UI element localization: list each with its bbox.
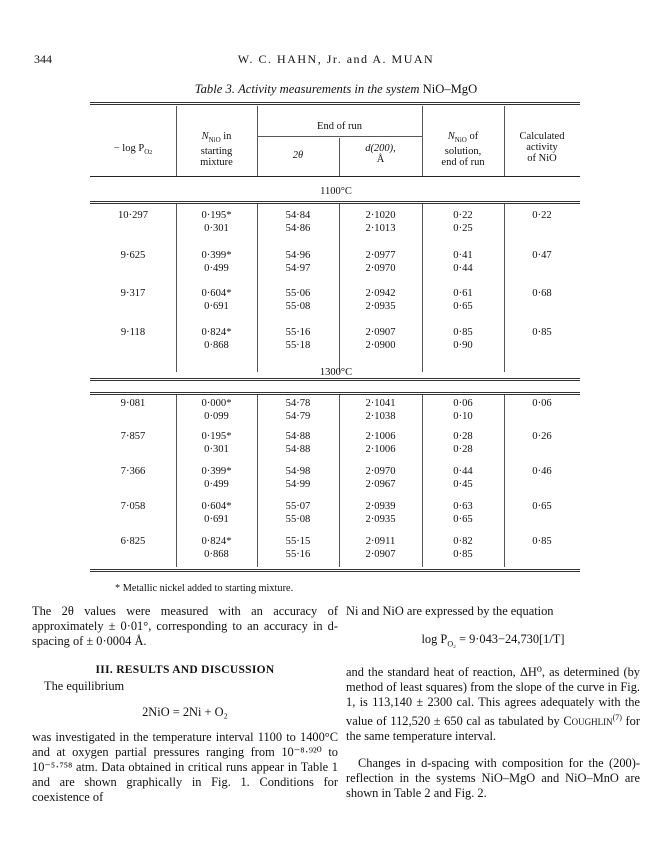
cell-n-start: 0·399* 0·499: [201, 250, 232, 274]
cell-logp: 9·118: [120, 327, 146, 338]
cell-two-theta: 55·16 55·18: [285, 327, 311, 351]
cell-d-spacing: 2·0942 2·0935: [365, 288, 396, 312]
cell-activity: 0·26: [532, 431, 552, 442]
header-neg-log-p: − $\log P_{O2}$: [113, 143, 153, 157]
header-two-theta: 2θ: [292, 150, 304, 161]
table-title: Activity measurements in the system: [238, 82, 420, 96]
cell-n-solution: 0·82 0·85: [453, 536, 473, 560]
cell-n-start: 0·195* 0·301: [201, 210, 232, 234]
table-footnote: * Metallic nickel added to starting mixture.: [115, 583, 294, 594]
header-n-solution: $N_{NiO}$ of solution, end of run: [441, 131, 485, 169]
cell-activity: 0·06: [532, 398, 552, 409]
cell-n-solution: 0·28 0·28: [453, 431, 473, 455]
cell-n-solution: 0·61 0·65: [453, 288, 473, 312]
cell-activity: 0·46: [532, 466, 552, 477]
cell-two-theta: 55·07 55·08: [285, 501, 311, 525]
cell-n-start: 0·195* 0·301: [201, 431, 232, 455]
cell-logp: 6·825: [120, 536, 146, 547]
cell-two-theta: 54·98 54·99: [285, 466, 311, 490]
author-line: W. C. HAHN, Jr. and A. MUAN: [237, 52, 435, 66]
cell-n-start: 0·399* 0·499: [201, 466, 232, 490]
header-bottom-rule: [90, 176, 580, 177]
right-paragraph-3: Changes in d-spacing with composition for the (200)-reflection in the systems NiO–MgO and NiO–MnO are shown in Table 2 and Fig. 2.: [346, 756, 640, 800]
cell-n-start: 0·604* 0·691: [201, 288, 232, 312]
cell-n-solution: 0·06 0·10: [453, 398, 473, 422]
equation-2: $\log P_{O_2} = 9\cdot 043-24,730[1/T]$: [421, 632, 565, 649]
cell-d-spacing: 2·0977 2·0970: [365, 250, 396, 274]
right-paragraph-2: and the standard heat of reaction, ΔH⁰, as determined (by method of least squares) from the slope of the curve in Fig. 1, is 113,140 ± 2300 cal. This agrees adequately with the value of 112,520 ± 650 cal as tabulated by Coughlin$^{(7)}$ for the same temperature interval.: [346, 665, 641, 744]
cell-d-spacing: 2·0939 2·0935: [365, 501, 396, 525]
cell-logp: 10·297: [117, 210, 148, 221]
cell-activity: 0·47: [532, 250, 552, 261]
cell-two-theta: 54·88 54·88: [285, 431, 311, 455]
left-paragraph-3: was investigated in the temperature interval 1100 to 1400°C and at oxygen partial pressures ranging from 10⁻⁸·⁹²⁰ to 10⁻⁵·⁷⁵⁸ atm. Data obtained in critical runs appear in Table 1 and are shown graphically in Fig. 1. Conditions for coexistence of: [32, 730, 338, 804]
table-label: Table 3.: [194, 82, 235, 96]
cell-two-theta: 55·06 55·08: [285, 288, 311, 312]
cell-activity: 0·85: [532, 536, 552, 547]
cell-d-spacing: 2·0970 2·0967: [365, 466, 396, 490]
cell-n-solution: 0·63 0·65: [453, 501, 473, 525]
section-heading: III. RESULTS AND DISCUSSION: [95, 664, 275, 676]
cell-d-spacing: 2·0911 2·0907: [365, 536, 396, 560]
section2-top-rule: [90, 378, 580, 381]
cell-activity: 0·65: [532, 501, 552, 512]
cell-n-solution: 0·22 0·25: [453, 210, 473, 234]
table-top-rule: [90, 102, 580, 105]
header-activity: Calculated activity of NiO: [519, 131, 565, 164]
cell-d-spacing: 2·1041 2·1038: [365, 398, 396, 422]
cell-d-spacing: 2·1006 2·1006: [365, 431, 396, 455]
left-paragraph-2: The equilibrium: [44, 679, 125, 693]
header-d-spacing: d(200), Å: [365, 143, 396, 165]
running-header: [0, 52, 672, 68]
header-n-start: $N_{NiO}$ in starting mixture: [200, 131, 233, 169]
right-paragraph-1: Ni and NiO are expressed by the equation: [346, 604, 554, 618]
cell-n-start: 0·604* 0·691: [201, 501, 232, 525]
cell-n-solution: 0·85 0·90: [453, 327, 473, 351]
cell-n-solution: 0·41 0·44: [453, 250, 473, 274]
cell-logp: 7·058: [120, 501, 146, 512]
cell-logp: 7·857: [120, 431, 146, 442]
end-of-run-rule: [257, 136, 422, 137]
cell-activity: 0·85: [532, 327, 552, 338]
table-bottom-rule: [90, 569, 580, 572]
cell-n-solution: 0·44 0·45: [453, 466, 473, 490]
section1-rule: [90, 201, 580, 204]
section2-rule: [90, 392, 580, 395]
section-title-1100: 1100°C: [320, 186, 352, 197]
cell-d-spacing: 2·0907 2·0900: [365, 327, 396, 351]
col-sep: [257, 106, 258, 176]
cell-two-theta: 55·15 55·16: [285, 536, 311, 560]
cell-logp: 9·317: [120, 288, 146, 299]
cell-d-spacing: 2·1020 2·1013: [365, 210, 396, 234]
equation-1: 2NiO = 2Ni + O₂: [142, 705, 228, 719]
cell-n-start: 0·000* 0·099: [201, 398, 232, 422]
cell-two-theta: 54·78 54·79: [285, 398, 311, 422]
section-title-1300: 1300°C: [319, 367, 353, 378]
table-system: NiO–MgO: [422, 82, 478, 96]
cell-two-theta: 54·84 54·86: [285, 210, 311, 234]
cell-logp: 7·366: [120, 466, 146, 477]
cell-n-start: 0·824* 0·868: [201, 327, 232, 351]
cell-activity: 0·68: [532, 288, 552, 299]
table-caption: [0, 82, 672, 97]
cell-activity: 0·22: [532, 210, 552, 221]
header-end-of-run: End of run: [317, 121, 362, 132]
page-number: 344: [34, 52, 52, 66]
cell-logp: 9·625: [120, 250, 146, 261]
cell-n-start: 0·824* 0·868: [201, 536, 232, 560]
cell-two-theta: 54·96 54·97: [285, 250, 311, 274]
left-paragraph-1: The 2θ values were measured with an accuracy of approximately ± 0·01°, corresponding to an accuracy in d-spacing of ± 0·0004 Å.: [32, 604, 338, 648]
cell-logp: 9·081: [120, 398, 146, 409]
